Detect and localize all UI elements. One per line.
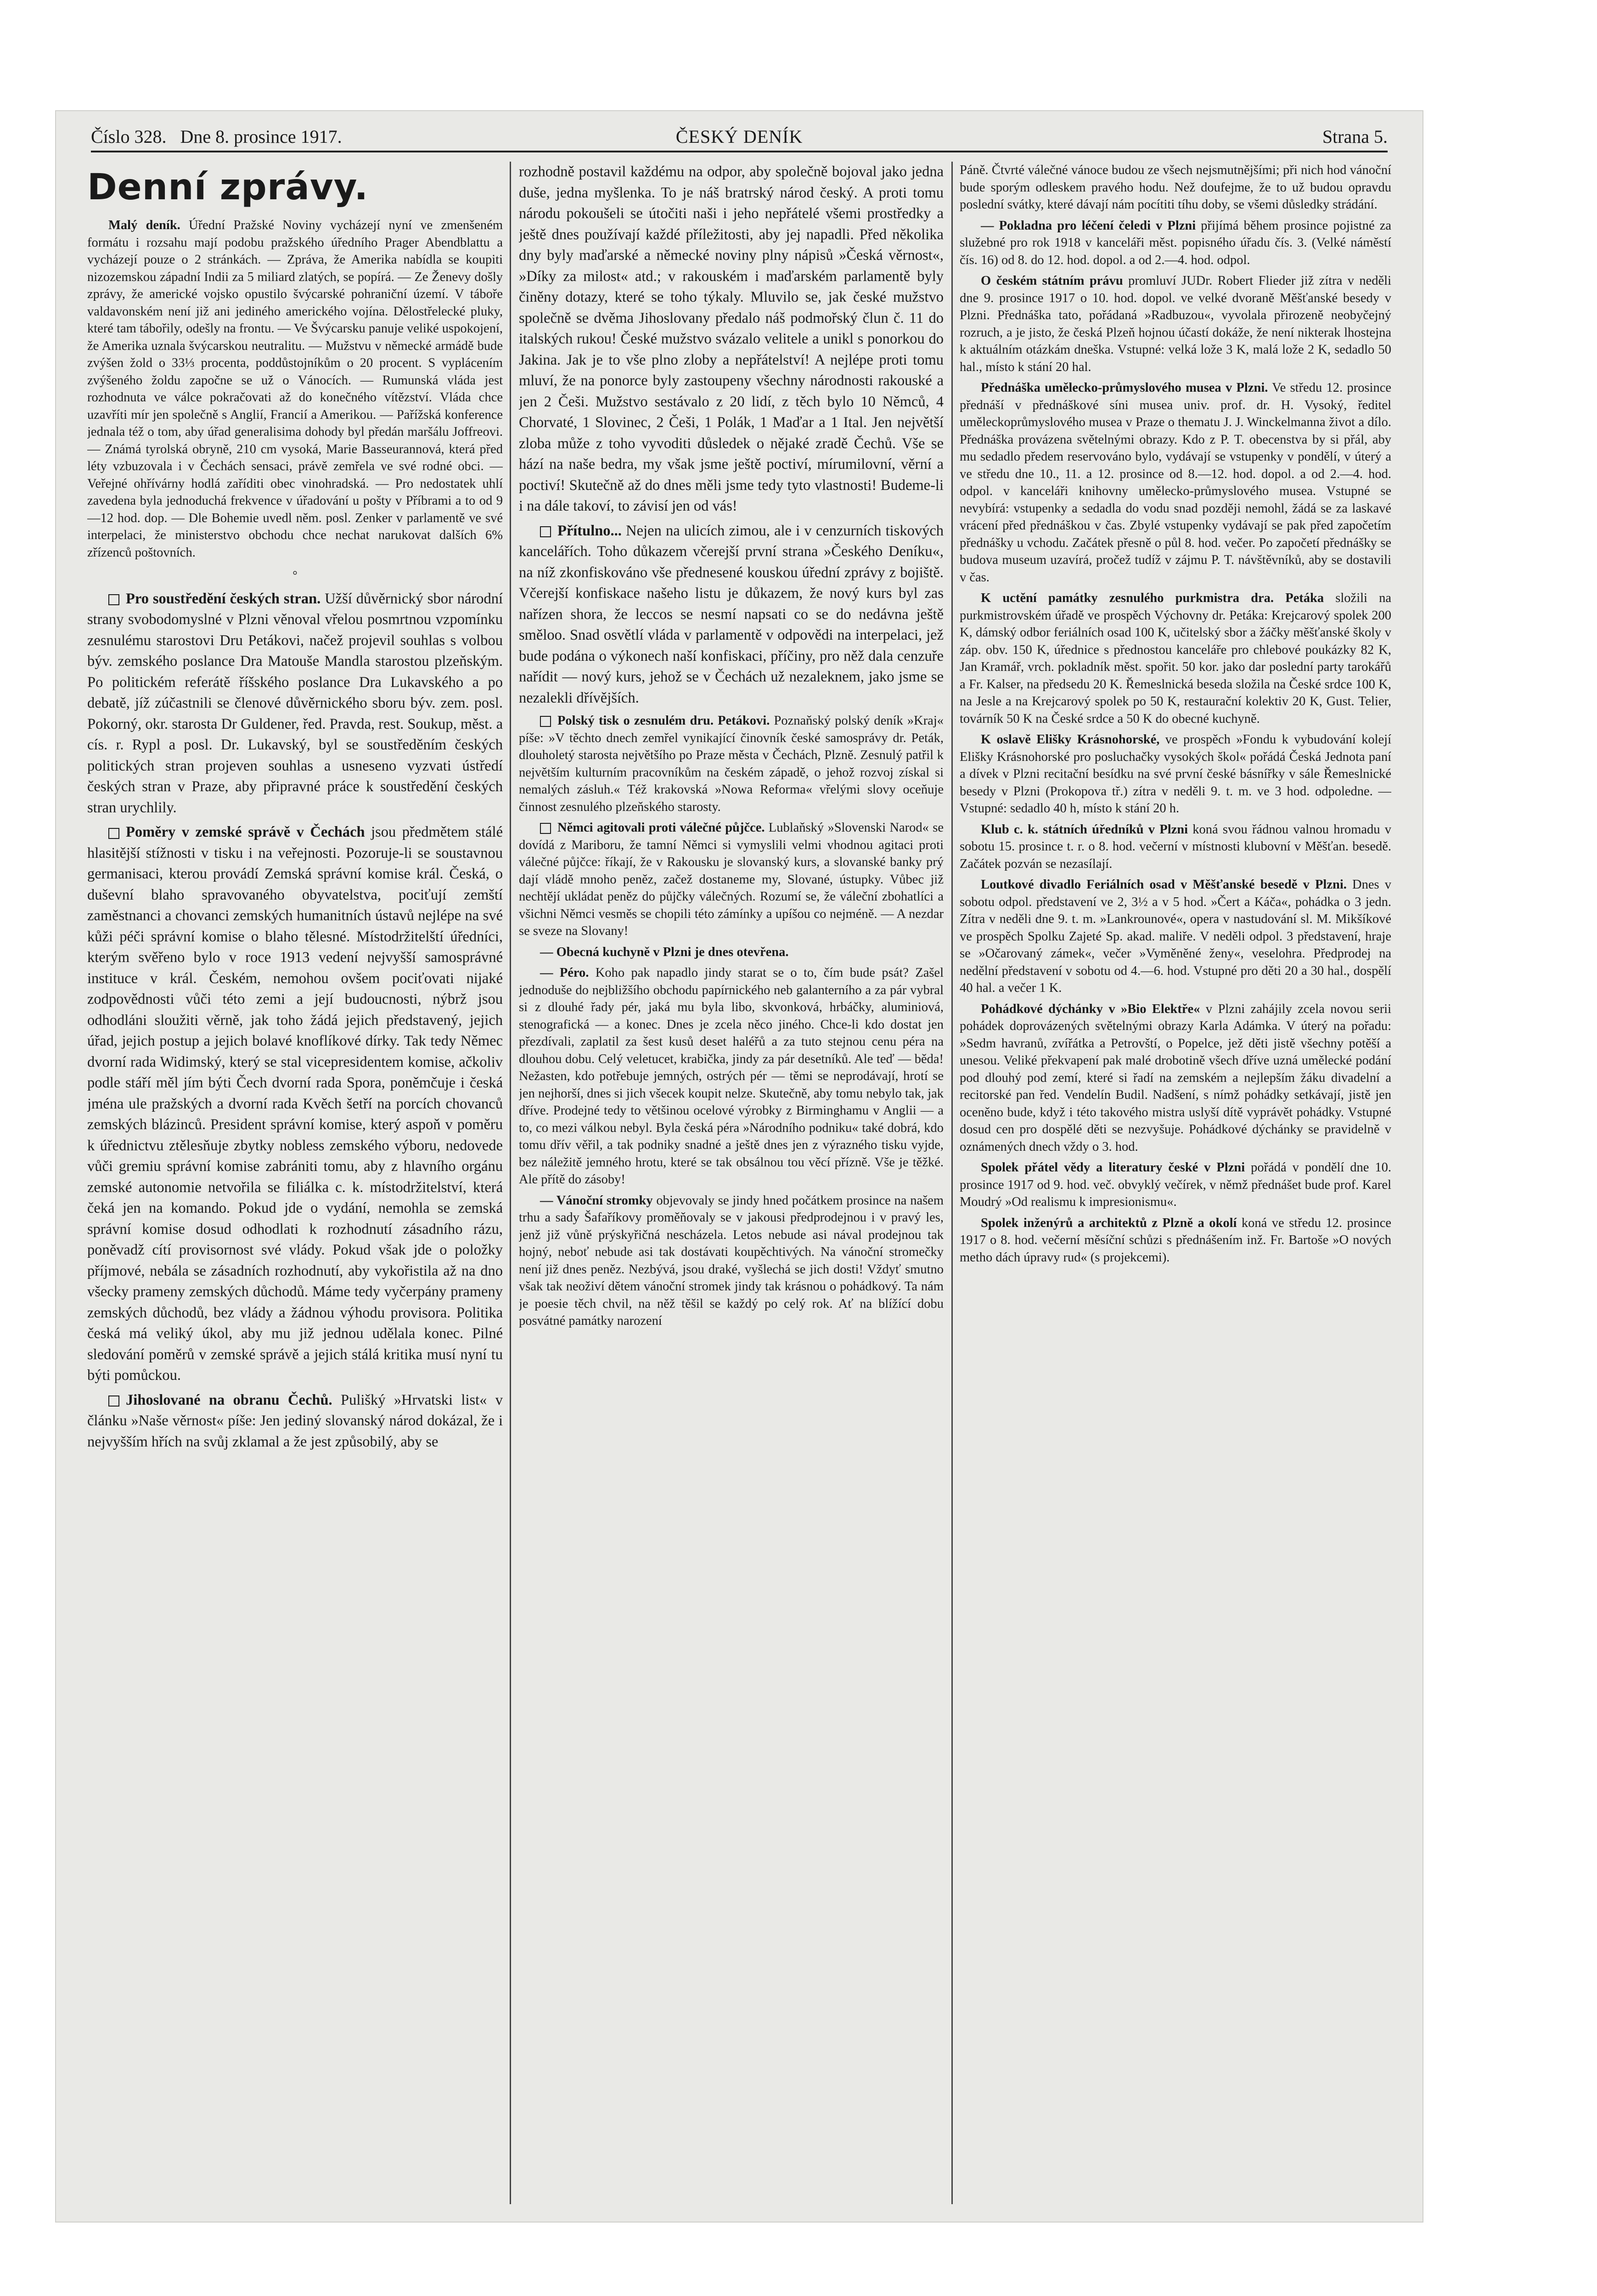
notice-text: promluví JUDr. Robert Flieder již zítra v neděli dne 9. prosince 1917 o 10. hod. dopol. ve velké dvoraně Měšťanské besedy v Plzni. Přednáška tato, pořádaná »Radbuzou«, vyvolala přirozeně neobyčejný rozruch, a je jisto, že česká Plzeň hojnou účastí dokáže, že není nikterak lhostejna k aktuálním otázkám dneška. Vstupné: velká lože 3 K, malá lože 2 K, sedadlo 50 hal., místo k stání 20 hal. <box>960 274 1391 374</box>
article-text: Koho pak napadlo jindy starat se o to, čím bude psát? Zašel jednoduše do nejbližšího obchodu papírnického neb galanterního a za pár vybral si z dlouhé řady pér, jaká mu byla libo, skvonková, hrbáčky, aluminiová, stenografická — a konec. Dnes je zcela něco jiného. Chce-li kdo dostat jen přezdívali, zaplatil za šest kusů deset haléřů a za tuto stejnou cenu péra na dlouhou dobu. Celý veletucet, krabička, jindy za pár desetníků. Ale teď — běda! Nežasten, kdo potřebuje jemných, ostrých pér — těmi se neprodávají, hrotí se jen nejhorší, dnes si jich všecek koupit nelze. Skutečně, aby tomu nebylo tak, jak dříve. Prodejné tedy to většinou ocelové výrobky z Birminghamu v Anglii — a to, co mezi válkou nebyl. Byla česká péra »Národního podniku« také dobrá, kdo tomu dřív věřil, a tak podniky snadné a ještě dnes jen z výrazného tisku vyjde, bez náležitě jemného hrotu, které se tak obsálnou tou věcí přízně. Vše je těžké. Ale přítě do zásoby! <box>519 966 944 1187</box>
notice-heading: Klub c. k. státních úředníků v Plzni <box>981 822 1188 837</box>
article-jihoslovane <box>87 1390 503 1453</box>
article-heading: Přítulno... <box>557 522 622 539</box>
article-heading: Němci agitovali proti válečné půjčce. <box>557 821 765 835</box>
notice-text: pořádá v pondělí dne 10. prosince 1917 od 9. hod. več. obvyklý večírek, v němž přednášet bude prof. Karel Moudrý »Od realismu k impresionismu«. <box>960 1160 1391 1209</box>
notice-kranohorska <box>960 731 1391 817</box>
notice-prednaska-musea <box>960 379 1391 586</box>
article-text: Nejen na ulicích zimou, ale i v cenzurních tiskových kancelářích. Toho důkazem včerejší první strana »Českého Deníku«, na níž zkonfiskováno vše přednesené kouskou úřední zprávy z bojiště. Včerejší konfiskace našeho listu je důkazem, že nový kurs byl zas nařízen shora, že leccos se nesmí napsati co se do nedávna ještě směloo. Snad osvětlí vláda v parlamentě v odpovědi na interpelaci, jež bude podána o výkonech naší konfiskaci, příčiny, pro něž dala cenzuře nařídit — nový kurs, jehož se v Čechách už nezaleknem, jako jsme se nezalekli dřívějších. <box>519 522 944 706</box>
notice-pohadkove-dychanky <box>960 1001 1391 1156</box>
notice-text: Dnes v sobotu odpol. představení ve 2, 3½ a v 5 hod. »Čert a Káča«, pohádka o 3 jedn. Zítra v neděli dne 9. t. m. »Lankrounové«, opera v nastudování sl. M. Mikšíkové ve prospěch Spolku Zajeté Sp. akad. maliře. V neděli odpol. 3 představení, hraje se »Očarovaný zámek«, večer »Vyměněné ženy«, veselohra. Předprodej na nedělní představení v sobotu od 4.—6. hod. Vstupné pro děti 20 a 30 hal., dospělí 40 hal. a večer 1 K. <box>960 878 1391 995</box>
article-text: objevovaly se jindy hned počátkem prosince na našem trhu a sady Šafaříkovy proměňovaly se v jakousi předprodejnou i v pravý les, jenž již vůně prýskyřičná nescházela. Letos nebude asi nával prodejnou tak hojný, neboť nebude asi tak dostávati koupěchtivých. Na vánoční stromečky není již dnes peněz. Nezbývá, jsou draké, vyšlechá se jich dosti! Vždyť smutno však tak neoživí dětem vánoční stromek jindy tak krásnou o pohádkový. Ta nám je poesie těch chvil, na něž těšil se každý po celý rok. Ať na blížící dobu posvátné památky narození <box>519 1193 944 1328</box>
article-pritulno <box>519 521 944 709</box>
notice-spolek-pratel-vedy <box>960 1159 1391 1211</box>
article-heading: Poměry v zemské správě v Čechách <box>126 824 365 840</box>
notice-text: přijímá během prosince pojistné za služebné pro rok 1918 v kanceláři měst. popisného úřadu čís. 3. (Velké náměstí čís. 16) od 8. do 12. hod. dopol. a od 2.—4. hod. odpol. <box>960 218 1391 267</box>
article-bullet-icon <box>540 716 551 727</box>
page-header <box>91 123 1388 152</box>
notice-text: Ve středu 12. prosince přednáší v přednáškové síni musea univ. prof. dr. H. Vysoký, ředitel uměleckoprůmyslového musea v Praze o thematu J. J. Winckelmanna život a dílo. Přednáška provázena světelnými obrazy. Kdo z P. T. obecenstva by si přál, aby mu sedadlo předem reservováno bylo, vydávají se vstupenky v pondělí, v úterý a ve středu dne 10., 11. a 12. prosince od 8.—12. hod. dopol. a od 2.—4. hod. odpol. v kanceláři knihovny umělecko-průmyslového musea. Vstupné se nevybírá: vstupenky a sedadla do vodu snad později nemohl, žádá se za laskavé vrácení před přednáškou v čas. Zbylé vstupenky vydávají se pak před započetím přednášky u vchodu. Začátek přesně o půl 8. hod. večer. Po započetí přednášky se budova museum uzavírá, pročež tudíž v zájmu P. T. návštěvníků, aby se dostavili v čas. <box>960 381 1391 585</box>
notice-pokladna <box>960 217 1391 269</box>
notice-spolek-inzenyru <box>960 1215 1391 1266</box>
notice-text: složili na purkmistrovském úřadě ve prospěch Výchovny dr. Petáka: Krejcarový spolek 200 K, dámský odbor feriálních osad 100 K, učitelský sbor a žáčky měšťanské školy v záp. obv. 150 K, úřednice s přednostou kanceláře pro chlebové poukázky 82 K, Jan Kramář, vrch. pokladník měst. spořit. 50 kor. jako dar poslední party tarokářů a Fr. Kalser, na předsedu 20 K. Řemeslnická beseda složila na České srdce 100 K, na Jesle a na Krejcarový spolek po 50 K, restaurační kolektiv 20 K, Gust. Telier, továrník 50 K na České srdce a 50 K do obecné kuchyně. <box>960 591 1391 726</box>
article-bullet-icon <box>108 828 119 839</box>
separator: ° <box>292 568 298 582</box>
article-bullet-icon <box>108 594 119 605</box>
article-zemska-sprava <box>87 822 503 1386</box>
issue-date: Dne 8. prosince 1917. <box>180 126 342 147</box>
notice-pamatka-petaka <box>960 590 1391 727</box>
newspaper-page <box>55 110 1423 2223</box>
article-bullet-icon <box>108 1396 119 1407</box>
notice-heading: O českém státním právu <box>981 274 1123 288</box>
notice-heading: — Pokladna pro léčení čeledi v Plzni <box>981 218 1196 233</box>
notice-heading: K oslavě Elišky Krásnohorské, <box>981 732 1160 747</box>
article-vanocni-stromky <box>519 1192 944 1330</box>
article-pero <box>519 964 944 1188</box>
notice-statni-pravo <box>960 272 1391 376</box>
notice-heading: Přednáška umělecko-průmyslového musea v Plzni. <box>981 381 1268 395</box>
article-text: Užší důvěrnický sbor národní strany svobodomyslné v Plzni věnoval vřelou posmrtnou vzpomínku zesnulému starostovi Dru Petákovi, načež projevil souhlas s volbou býv. zemského poslance Dra Matouše Mandla starostou plzeňským. Po politickém referátě říšského poslance Dra Lukavského a po debatě, jíž zúčastnili se členové důvěrnického sboru býv. zem. posl. Pokorný, okr. starosta Dr Guldener, řed. Pravda, rest. Soukup, měst. a cís. r. Rypl a posl. Dr. Lukavský, byl se soustředěním českých politických stran projeven souhlas a usneseno vyzvati ústředí českých stran v Praze, aby připravné práce k soustředění českých stran urychlily. <box>87 590 503 816</box>
article-text: jsou předmětem stálé hlasitější stížnosti v tisku i na veřejnosti. Pozoruje-li se soustavnou germanisaci, kterou provádí Zemská správní komise král. Česká, o duševní blaho spravovaného obyvatelstva, pociťují zemští zaměstnanci a chovanci zemských humanitních ústavů nejlépe na své kůži péči správní komise o blaho tělesné. Místodržitelští úředníci, kterým svěřeno bylo v roce 1913 vedení nejvyšší samosprávné instituce v král. Českém, nemohou ovšem pociťovati nijaké zodpovědnosti vůči této zemi a její budoucnosti, nýbrž jsou odhodláni sloužiti věrně, jak toho žádá jejich představený, jejich úřad, jejich postup a jejich bolavé knoflíkové dírky. Tak tedy Němec dvorní rada Widimský, který se stal vicepresidentem komise, ačkoliv podle stáří měl jím býti Čech dvorní rada Spora, poněmčuje i česká jména ule pražských a dvorní rada Kvěch šetří na porcích chovanců zemských blázinců. President správní komise, který aspoň v poměru k úřednictvu ztělesňuje zbytky nobless zemského výboru, nedovede vůči gremiu správní komise zabrániti tomu, aby z hlavního orgánu zemské autonomie netvořila se filiálka c. k. místodržitelství, která čeká jen na komando. Pokud jde o vydání, nemohla se zemská správní komise dosud odhodlati k rozhodnutí zásadního rázu, poněvadž cítí provisornost své vlády. Pokud však jde o položky příjmové, nebála se zásadních rozhodnutí, aby vykořistila až na dno všecky prameny zemských důchodů. Máme tedy vyčerpány prameny zemských důchodů, bez vlády a žádnou výhodu provisora. Politika česká má veliký úkol, aby mu již jednou udělala konec. Pilné sledování poměrů v zemské správě a jejich stálá kritika musí nyní tu býti pomůckou. <box>87 824 503 1384</box>
section-title: Denní zprávy. <box>87 167 369 208</box>
notice-heading: Pohádkové dýchánky v »Bio Elektře« <box>981 1002 1200 1016</box>
article-heading: — Vánoční stromky <box>540 1193 653 1208</box>
column-2 <box>519 162 944 2204</box>
notice-heading: Spolek inženýrů a architektů z Plzně a okolí <box>981 1216 1237 1230</box>
article-heading: Jihoslované na obranu Čechů. <box>126 1391 332 1408</box>
article-heading: Pro soustředění českých stran. <box>126 590 321 607</box>
notice-loutkove-divadlo <box>960 876 1391 997</box>
notice-text: ve prospěch »Fondu k vybudování kolejí Elišky Krásnohorské pro posluchačky vysokých škol« pořádá Česká Jednota paní a dívek v Plzni recitační besídku na své první české básnířky v sále Řemeslnické besedy v Plzni (Prokopova tř.) zítra v neděli 9. t. m. ve 3 hod. odpoledne. — Vstupné: sedadlo 40 h, místo k stání 20 h. <box>960 732 1391 816</box>
article-bullet-icon <box>540 526 551 537</box>
column-divider <box>951 162 953 2204</box>
article-text: Poznaňský polský deník »Kraj« píše: »V těchto dnech zemřel vynikající činovník české samosprávy dr. Peták, dlouholetý starosta největšího po Praze města v Čechách, Plzně. Zesnulý patřil k největším kulturním pracovníkům na českém západě, o jehož rozvoj získal si nemalých zásluh.« Též krakovská »Nowa Reforma« vřelými slovy oceňuje činnost zesnulého plzeňského starosty. <box>519 714 944 814</box>
column-3 <box>960 162 1391 2204</box>
article-vanocni-stromky-continued: Páně. Čtvrté válečné vánoce budou ze všech nejsmutnějšími; při nich hod vánoční bude sporým odleskem pravého hodu. Než doufejme, že to už budou opravdu poslední svátky, které dávají nám pocítiti tíhu doby, se všemi důsledky strádání. <box>960 163 1391 212</box>
column-divider <box>510 162 511 2204</box>
article-text: Úřední Pražské Noviny vycházejí nyní ve zmenšeném formátu i rozsahu mají podobu pražského úředního Prager Abendblattu a vycházejí pouze o 2 stránkách. — Zpráva, že Amerika nabídla se koupiti nizozemskou západní Indii za 5 miliard zlatých, se popírá. — Ze Ženevy došly zprávy, že americké vojsko opustilo švýcarské pohraniční území. V táboře valdavonském není již ani jediného amerického vojína. Dělostřelecké pluky, které tam tábořily, odešly na frontu. — Ve Švýcarsku panuje veliké uspokojení, že Amerika uznala švýcarskou neutralitu. — Mužstvu v německé armádě bude zvýšen žold o 33⅓ procenta, poddůstojníkům o 20 procent. S vyplácením zvýšeného žoldu započne se už o Vánocích. — Rumunská vláda jest rozhodnuta ve válce pokračovati až do konečného vítězství. Vláda chce uzavříti mír jen společně s Anglií, Francií a Amerikou. — Pařížská konference jednala též o tom, aby úřad generalisima dohody byl předán maršálu Joffreovi. — Známá tyrolská obryně, 210 cm vysoká, Marie Basseurannová, která před léty vzbuzovala i v Čechách sensaci, právě zemřela ve své rodné obci. — Veřejné ohřívárny hodlá zaříditi obec vinohradská. — Pro nedostatek uhlí zavedena byla jednoduchá frekvence v úřadování u pošty v Příbrami a to od 9—12 hod. dop. — Dle Bohemie uvedl něm. posl. Zenker v parlamentě ve své interpelaci, že ministerstvo obchodu chce nechat narukovat dalších 6% zřízenců poštovních. <box>87 218 503 560</box>
article-nemci-agitovali <box>519 819 944 940</box>
article-polsky-tisk <box>519 712 944 816</box>
notice-text: koná ve středu 12. prosince 1917 o 8. hod. večerní měsíční schůzi s přednášením inž. Fr. Bartoše »O nových metho dách úpravy rud« (s projekcemi). <box>960 1216 1391 1265</box>
article-heading: — Péro. <box>540 966 589 980</box>
article-heading: Malý deník. <box>108 218 180 232</box>
newspaper-title: ČESKÝ DENÍK <box>675 126 803 147</box>
article-obecna-kuchyne: — Obecná kuchyně v Plzni je dnes otevřena. <box>540 945 789 959</box>
article-soustredeni <box>87 589 503 819</box>
article-maly-denik <box>87 217 503 561</box>
notice-text: koná svou řádnou valnou hromadu v sobotu 15. prosince t. r. o 8. hod. večerní v místnosti klubovní v Měšťan. besedě. Začátek pozván se nezasílají. <box>960 822 1391 871</box>
column-1 <box>87 162 503 2204</box>
article-bullet-icon <box>540 823 551 834</box>
notice-heading: K uctění památky zesnulého purkmistra dra. Petáka <box>981 591 1324 605</box>
notice-text: v Plzni zahájily zcela novou serii pohádek doprovázených světelnými obrazy Karla Adámka. V úterý na pořadu: »Sedm havranů, zvířátka a Petrovští, o Popelce, jež děti jistě všechny potěší a unesou. Veliké překvapení pak malé drobotině všech dříve uzná umělecké podání pod dlouhý pod zemí, které si řadí na zemském a nejlepším žáku divadelní a recitorské pan řed. Vendelín Budil. Nadšení, s nímž pohádky setkávají, jistě jen oceněno bude, když i této takového mistra uslyší dítě vyprávět pohádky. Vstupné dosud cen pro dospělé děti se nezvyšuje. Pohádkové dýchánky se pravidelně v oznámených dnech vždy o 3. hod. <box>960 1002 1391 1154</box>
issue-number: Číslo 328. <box>91 126 167 147</box>
article-heading: Polský tisk o zesnulém dru. Petákovi. <box>557 714 770 728</box>
notice-heading: Spolek přátel vědy a literatury české v Plzni <box>981 1160 1245 1175</box>
page-number: Strana 5. <box>1322 126 1388 147</box>
article-text: Pulišký »Hrvatski list« v článku »Naše věrnost« píše: Jen jediný slovanský národ dokázal, že i nejvyšším hřích na svůj zklamal a že jest způsobilý, aby se <box>87 1391 503 1450</box>
article-jihoslovane-continued: rozhodně postavil každému na odpor, aby společně bojoval jako jedna duše, jedna myšlenka. To je náš bratrský národ český. A proti tomu národu pokoušeli se útočiti naši i jeho nepřátelé všemi prostředky a ještě dnes používají každé příležitosti, aby jej napadli. Před několika dny byly maďarské a německé noviny plny nápisů »Česká věrnost«, »Díky za milost« atd.; v rakouském i maďarském parlamentě byly činěny dotazy, které se toho týkaly. Mluvilo se, jak české mužstvo společně se dvěma Jihoslovany předalo náš podmořský člun č. 11 do italských rukou! České mužstvo svázalo velitele a unikl s ponorkou do Jakina. Jak je to vše plno zloby a nepřátelství! A nejlépe proti tomu mluví, že na ponorce byly zastoupeny všechny národnosti rakouské a jen 2 Češi. Mužstvo sestávalo z 20 lidí, z těch bylo 10 Němců, 4 Chorvaté, 1 Slovinec, 2 Češi, 1 Polák, 1 Maďar a 1 Ital. Jen největší zloba může z toho vyvoditi důsledek o nějaké zradě Čechů. Vše se hází na naše bedra, my však jsme ještě poctiví, mírumilovní, věrní a poctiví! Skutečně až do dnes měli jsme tedy tyto vlastnosti! Budeme-li i na dále takoví, to závisí jen od vás! <box>519 163 944 514</box>
notice-klub-urednicku <box>960 821 1391 873</box>
notice-heading: Loutkové divadlo Feriálních osad v Měšťanské besedě v Plzni. <box>981 878 1347 892</box>
article-text: Lublaňský »Slovenski Narod« se dovídá z Mariboru, že tamní Němci si vymyslili velmi vhodnou agitaci proti válečné půjčce: říkají, že v Rakousku je slovanský kurs, a slovanské banky prý dají vládě mnoho peněz, začež dostaneme my, Slované, ústupky. Vůbec již nechtějí ukládat peněz do půjčky válečných. Rozumí se, že váleční zbohatlíci a všichni Němci vesměs se chopili této zámínky a upíšou co nejméně. — A nezdar se sveze na Slovany! <box>519 821 944 938</box>
